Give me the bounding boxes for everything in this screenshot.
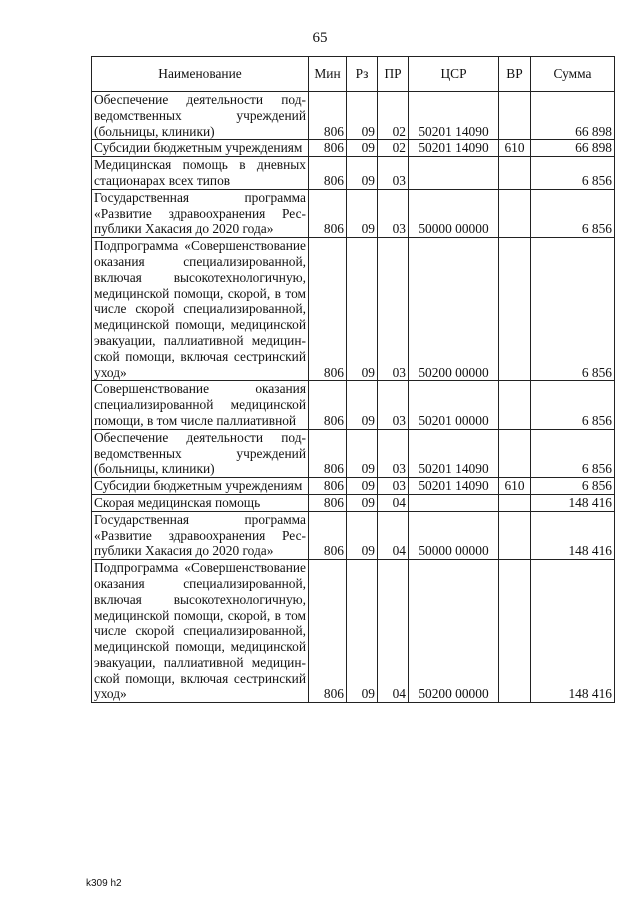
cell-vr: [499, 560, 531, 703]
cell-min: 806: [309, 92, 347, 140]
cell-rz: 09: [347, 381, 378, 429]
header-min: Мин: [309, 57, 347, 92]
header-rz: Рз: [347, 57, 378, 92]
cell-name: Субсидии бюджетным учреждениям: [92, 140, 309, 157]
table-row: [92, 140, 615, 157]
cell-vr: [499, 189, 531, 237]
cell-min: 806: [309, 381, 347, 429]
cell-pr: 03: [378, 157, 409, 190]
cell-rz: 09: [347, 560, 378, 703]
cell-pr: 03: [378, 381, 409, 429]
cell-vr: [499, 381, 531, 429]
cell-min: 806: [309, 494, 347, 511]
cell-rz: 09: [347, 140, 378, 157]
cell-name: Субсидии бюджетным учреждениям: [92, 478, 309, 495]
cell-name: Подпрограмма «Совершенствование оказания специализированной, включая высокотехнологичную, медицинской помощи, скорой, в том числе скорой специализированной, медицинской помощи, медицинской эвакуации, паллиативной медицинской помощи, включая сестринский уход»: [92, 238, 309, 381]
table-row: [92, 478, 615, 495]
cell-csr: 50201 14090: [409, 140, 499, 157]
cell-name: Медицинская помощь в дневных стационарах всех типов: [92, 157, 309, 190]
table-row: [92, 381, 615, 429]
cell-csr: 50000 00000: [409, 189, 499, 237]
cell-name: Совершенствование оказания специализированной медицинской помощи, в том числе паллиативной: [92, 381, 309, 429]
cell-rz: 09: [347, 478, 378, 495]
cell-vr: [499, 429, 531, 477]
table-body: [92, 92, 615, 703]
cell-rz: 09: [347, 494, 378, 511]
header-name: Наименование: [92, 57, 309, 92]
cell-pr: 04: [378, 511, 409, 559]
cell-vr: 610: [499, 478, 531, 495]
cell-csr: [409, 157, 499, 190]
table-row: [92, 511, 615, 559]
cell-pr: 04: [378, 560, 409, 703]
cell-vr: [499, 238, 531, 381]
cell-name: Государственная программа «Развитие здравоохранения Республики Хакасия до 2020 года»: [92, 189, 309, 237]
cell-sum: 6 856: [531, 189, 615, 237]
header-vr: ВР: [499, 57, 531, 92]
cell-rz: 09: [347, 157, 378, 190]
cell-sum: 66 898: [531, 140, 615, 157]
cell-min: 806: [309, 478, 347, 495]
cell-rz: 09: [347, 189, 378, 237]
cell-vr: [499, 157, 531, 190]
cell-vr: 610: [499, 140, 531, 157]
cell-pr: 04: [378, 494, 409, 511]
cell-csr: 50201 14090: [409, 478, 499, 495]
cell-csr: 50000 00000: [409, 511, 499, 559]
cell-name: Государственная программа «Развитие здравоохранения Республики Хакасия до 2020 года»: [92, 511, 309, 559]
cell-csr: 50201 00000: [409, 381, 499, 429]
cell-rz: 09: [347, 238, 378, 381]
cell-csr: 50201 14090: [409, 92, 499, 140]
cell-sum: 148 416: [531, 494, 615, 511]
table-row: [92, 157, 615, 190]
cell-pr: 02: [378, 140, 409, 157]
cell-rz: 09: [347, 429, 378, 477]
cell-sum: 6 856: [531, 478, 615, 495]
cell-name: Обеспечение деятельности подведомственных учреждений (больницы, клиники): [92, 92, 309, 140]
cell-pr: 03: [378, 478, 409, 495]
table-row: [92, 494, 615, 511]
cell-csr: [409, 494, 499, 511]
cell-pr: 03: [378, 238, 409, 381]
header-csr: ЦСР: [409, 57, 499, 92]
cell-pr: 02: [378, 92, 409, 140]
cell-min: 806: [309, 560, 347, 703]
cell-min: 806: [309, 189, 347, 237]
cell-csr: 50201 14090: [409, 429, 499, 477]
cell-min: 806: [309, 511, 347, 559]
table-row: [92, 238, 615, 381]
cell-sum: 6 856: [531, 238, 615, 381]
cell-name: Скорая медицинская помощь: [92, 494, 309, 511]
cell-pr: 03: [378, 429, 409, 477]
cell-sum: 6 856: [531, 381, 615, 429]
cell-sum: 148 416: [531, 560, 615, 703]
table-row: [92, 429, 615, 477]
budget-table: [91, 56, 615, 703]
cell-vr: [499, 92, 531, 140]
cell-vr: [499, 494, 531, 511]
table-row: [92, 92, 615, 140]
cell-csr: 50200 00000: [409, 560, 499, 703]
footer-code: k309 h2: [86, 878, 122, 889]
cell-rz: 09: [347, 92, 378, 140]
cell-csr: 50200 00000: [409, 238, 499, 381]
cell-sum: 66 898: [531, 92, 615, 140]
cell-name: Подпрограмма «Совершенствование оказания специализированной, включая высокотехнологичную, медицинской помощи, скорой, в том числе скорой специализированной, медицинской помощи, медицинской эвакуации, паллиативной медицинской помощи, включая сестринский уход»: [92, 560, 309, 703]
cell-min: 806: [309, 238, 347, 381]
header-pr: ПР: [378, 57, 409, 92]
table-header-row: [92, 57, 615, 92]
cell-name: Обеспечение деятельности подведомственных учреждений (больницы, клиники): [92, 429, 309, 477]
header-sum: Сумма: [531, 57, 615, 92]
cell-min: 806: [309, 429, 347, 477]
cell-sum: 148 416: [531, 511, 615, 559]
cell-min: 806: [309, 140, 347, 157]
cell-pr: 03: [378, 189, 409, 237]
cell-rz: 09: [347, 511, 378, 559]
table-row: [92, 189, 615, 237]
cell-sum: 6 856: [531, 157, 615, 190]
table-row: [92, 560, 615, 703]
page-number: 65: [312, 30, 328, 46]
cell-min: 806: [309, 157, 347, 190]
cell-sum: 6 856: [531, 429, 615, 477]
cell-vr: [499, 511, 531, 559]
